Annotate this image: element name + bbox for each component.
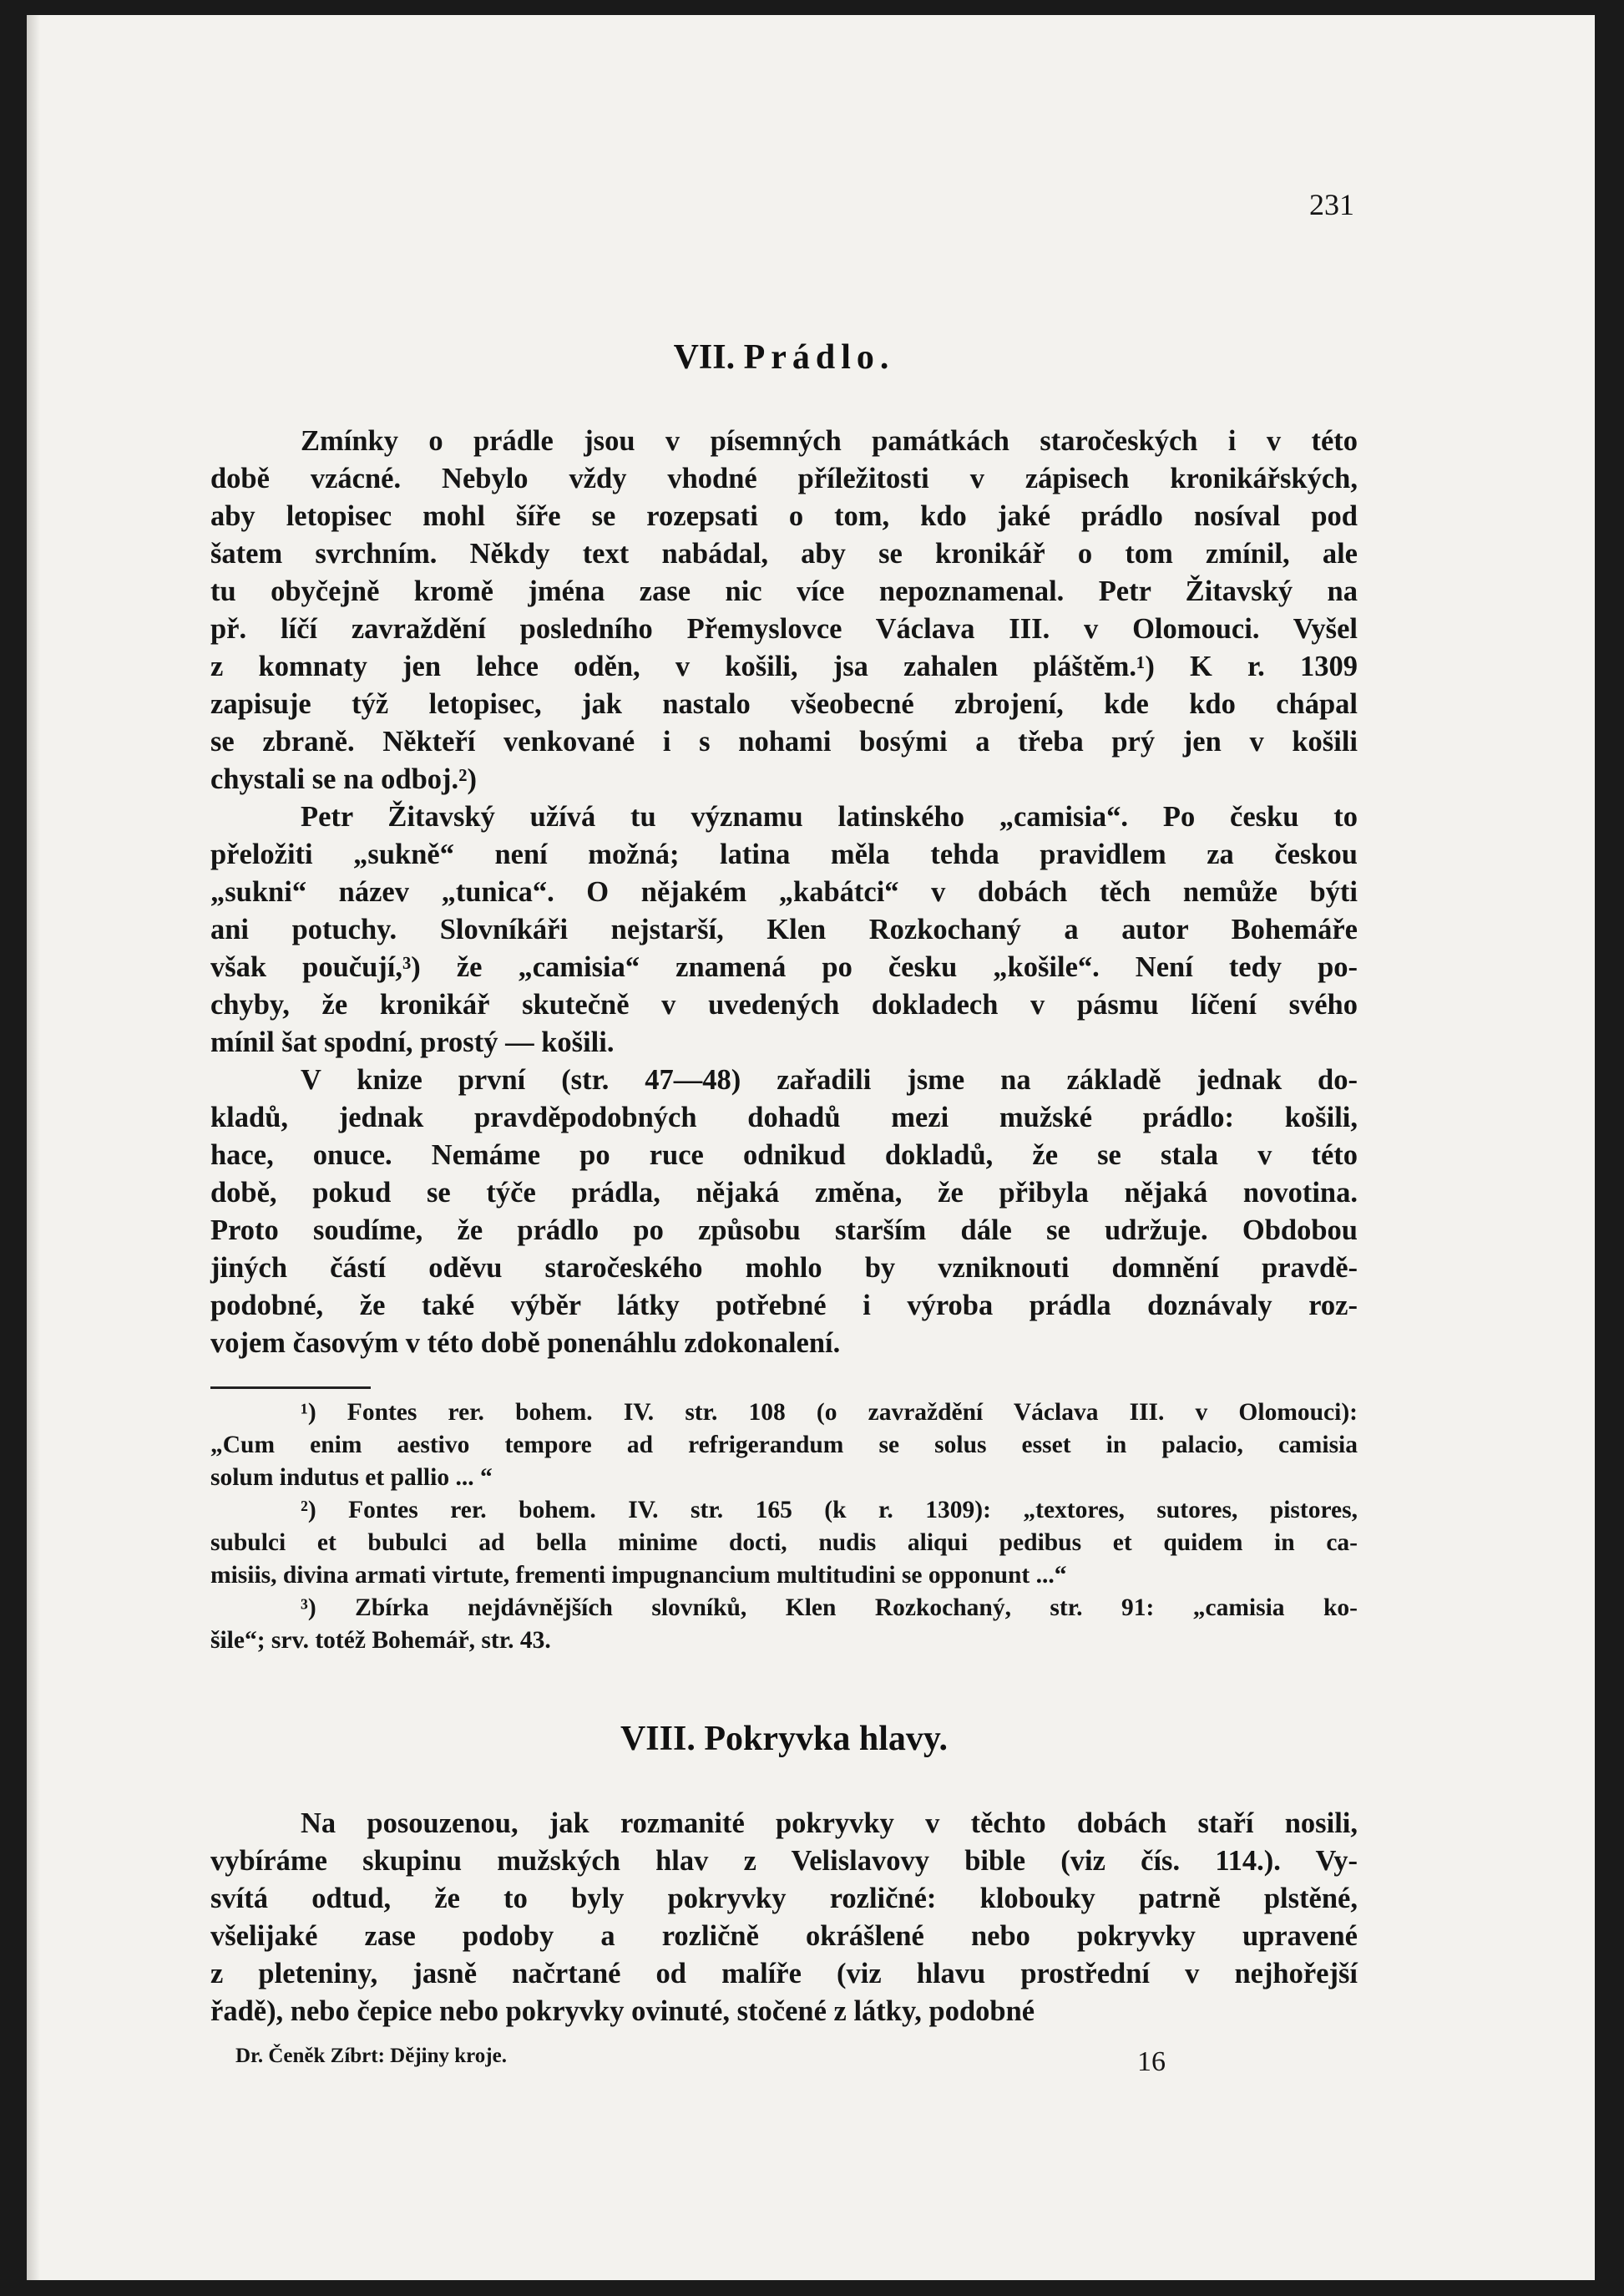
text-line: ³) Zbírka nejdávnějších slovníků, Klen Rozkochaný, str. 91: „camisia ko-: [301, 1594, 1358, 1621]
text-line: misiis, divina armati virtute, frementi impugnancium multitudini se opponunt ...“: [210, 1562, 1067, 1589]
book-page: [27, 15, 1595, 2280]
text-line: vybíráme skupinu mužských hlav z Velislavovy bible (viz čís. 114.). Vy-: [210, 1845, 1358, 1877]
paragraph: [210, 423, 1358, 798]
text-line: subulci et bubulci ad bella minime docti, nudis aliqui pedibus et quidem in ca-: [210, 1529, 1358, 1556]
text-line: tu obyčejně kromě jména zase nic více nepoznamenal. Petr Žitavský na: [210, 575, 1358, 607]
text-line: ¹) Fontes rer. bohem. IV. str. 108 (o zavraždění Václava III. v Olomouci):: [301, 1399, 1358, 1426]
paragraph: [210, 1062, 1358, 1362]
text-line: př. líčí zavraždění posledního Přemyslovce Václava III. v Olomouci. Vyšel: [210, 613, 1358, 645]
section-title: Prádlo.: [743, 338, 895, 377]
text-line: řadě), nebo čepice nebo pokryvky ovinuté, stočené z látky, podobné: [210, 1995, 1035, 2027]
text-line: se zbraně. Někteří venkované i s nohami bosými a třeba prý jen v košili: [210, 726, 1358, 758]
text-line: solum indutus et pallio ... “: [210, 1464, 493, 1491]
section-heading-viii: VIII. Pokryvka hlavy.: [620, 1720, 949, 1758]
text-line: hace, onuce. Nemáme po ruce odnikud dokladů, že se stala v této: [210, 1139, 1358, 1171]
text-line: mínil šat spodní, prostý — košili.: [210, 1026, 615, 1058]
text-line: podobné, že také výběr látky potřebné i výroba prádla doznávaly roz-: [210, 1290, 1358, 1321]
text-line: šatem svrchním. Někdy text nabádal, aby se kronikář o tom zmínil, ale: [210, 538, 1358, 570]
text-line: chyby, že kronikář skutečně v uvedených dokladech v pásmu líčení svého: [210, 989, 1358, 1021]
text-line: všelijaké zase podoby a rozličně okrášlené nebo pokryvky upravené: [210, 1920, 1358, 1952]
footnote: [210, 1396, 1358, 1494]
paragraph: [210, 798, 1358, 1062]
text-line: „sukni“ název „tunica“. O nějakém „kabátci“ v dobách těch nemůže býti: [210, 876, 1358, 908]
page-number: 231: [1309, 188, 1354, 221]
footer-author-title: Dr. Čeněk Zíbrt: Dějiny kroje.: [235, 2045, 507, 2067]
text-line: svítá odtud, že to byly pokryvky rozličné: klobouky patrně plstěné,: [210, 1883, 1358, 1914]
text-line: kladů, jednak pravděpodobných dohadů mezi mužské prádlo: košili,: [210, 1102, 1358, 1133]
text-line: chystali se na odboj.²): [210, 763, 477, 795]
footnote-rule: [210, 1386, 371, 1389]
section-numeral: VII.: [673, 338, 736, 377]
footnotes: [210, 1396, 1358, 1657]
text-line: Petr Žitavský užívá tu významu latinského „camisia“. Po česku to: [301, 801, 1358, 833]
text-line: ²) Fontes rer. bohem. IV. str. 165 (k r. 1309): „textores, sutores, pistores,: [301, 1497, 1358, 1523]
text-line: V knize první (str. 47—48) zařadili jsme na základě jednak do-: [301, 1064, 1358, 1096]
text-line: době, pokud se týče prádla, nějaká změna, že přibyla nějaká novotina.: [210, 1177, 1358, 1209]
text-line: šile“; srv. totéž Bohemář, str. 43.: [210, 1627, 551, 1654]
text-line: z pleteniny, jasně načrtané od malíře (viz hlavu prostřední v nejhořejší: [210, 1958, 1358, 1989]
text-line: době vzácné. Nebylo vždy vhodné příležitosti v zápisech kronikářských,: [210, 463, 1358, 494]
text-line: Zmínky o prádle jsou v písemných památkách staročeských i v této: [301, 425, 1358, 457]
text-line: aby letopisec mohl šíře se rozepsati o tom, kdo jaké prádlo nosíval pod: [210, 500, 1358, 532]
text-line: zapisuje týž letopisec, jak nastalo všeobecné zbrojení, kde kdo chápal: [210, 688, 1358, 720]
text-line: přeložiti „sukně“ není možná; latina měla tehda pravidlem za českou: [210, 839, 1358, 870]
footnote: [210, 1494, 1358, 1592]
text-line: ani potuchy. Slovníkáři nejstarší, Klen Rozkochaný a autor Bohemáře: [210, 914, 1358, 945]
footnote: [210, 1592, 1358, 1657]
text-line: jiných částí oděvu staročeského mohlo by vzniknouti domnění pravdě-: [210, 1252, 1358, 1284]
section-heading-vii: [210, 337, 1358, 378]
text-line: „Cum enim aestivo tempore ad refrigerandum se solus esset in palacio, camisia: [210, 1432, 1358, 1458]
paragraph: [210, 1805, 1358, 2030]
section-viii-body: [210, 1805, 1358, 2030]
text-line: z komnaty jen lehce oděn, v košili, jsa zahalen pláštěm.¹) K r. 1309: [210, 651, 1358, 682]
text-line: Na posouzenou, jak rozmanité pokryvky v těchto dobách staří nosili,: [301, 1807, 1358, 1839]
scan-edge: [27, 15, 40, 2280]
text-line: Proto soudíme, že prádlo po způsobu starším dále se udržuje. Obdobou: [210, 1214, 1358, 1246]
text-line: vojem časovým v této době ponenáhlu zdokonalení.: [210, 1327, 841, 1359]
text-line: však poučují,³) že „camisia“ znamená po česku „košile“. Není tedy po-: [210, 951, 1358, 983]
section-vii-body: [210, 423, 1358, 1362]
footer-signature-number: 16: [1137, 2046, 1166, 2077]
